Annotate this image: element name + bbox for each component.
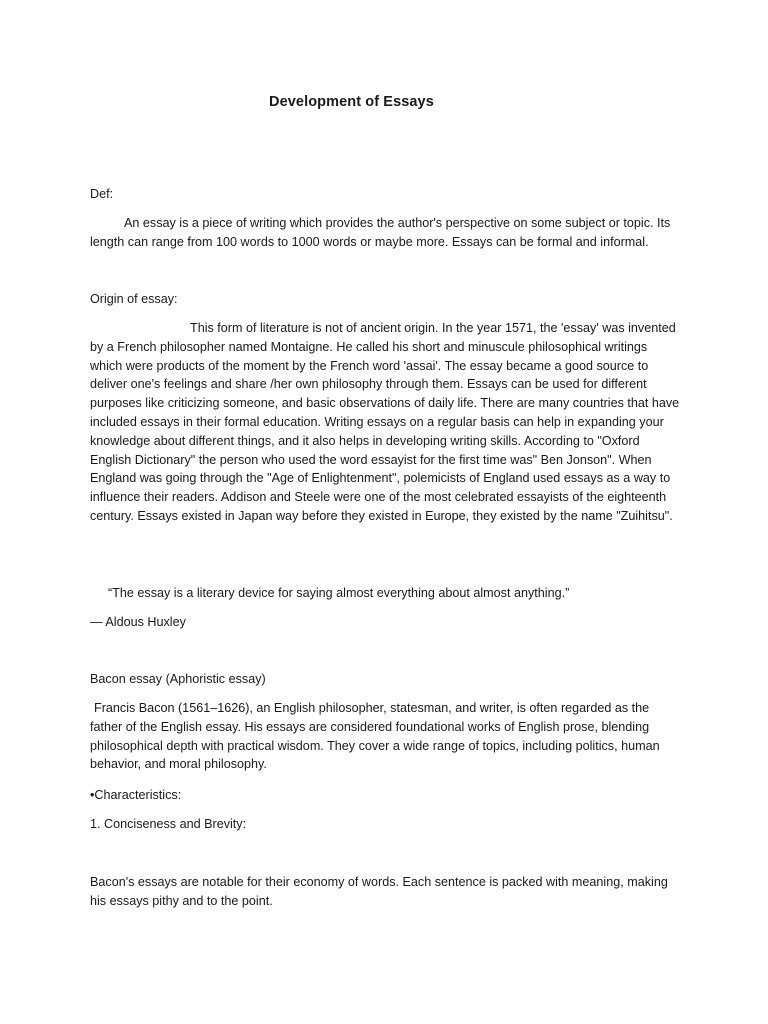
quote-text: “The essay is a literary device for saying almost everything about almost anything.” xyxy=(108,586,570,600)
item-1-paragraph: Bacon's essays are notable for their economy of words. Each sentence is packed with meaning, making his essays pithy and to the point. xyxy=(90,875,668,908)
bacon-paragraph: Francis Bacon (1561–1626), an English philosopher, statesman, and writer, is often regarded as the father of the English essay. His essays are considered foundational works of English prose, blending philosophical depth with practical wisdom. They cover a wide range of topics, including politics, human behavior, and moral philosophy. xyxy=(90,701,660,772)
characteristics-label: •Characteristics: xyxy=(90,788,182,802)
document-title: Development of Essays xyxy=(269,94,434,110)
origin-label: Origin of essay: xyxy=(90,292,178,306)
item-1-heading: 1. Conciseness and Brevity: xyxy=(90,817,247,831)
bacon-heading: Bacon essay (Aphoristic essay) xyxy=(90,672,266,686)
def-paragraph: An essay is a piece of writing which provides the author's perspective on some subject or topic. Its length can range from 100 words to 1000 words or maybe more. Essays can be formal and informal. xyxy=(90,216,671,249)
def-label: Def: xyxy=(90,187,114,201)
origin-paragraph: This form of literature is not of ancient origin. In the year 1571, the 'essay' was invented by a French philosopher named Montaigne. He called his short and minuscule philosophical writings which were products of the moment by the French word 'assai'. The essay became a good source to deliver one's feelings and share /her own philosophy through them. Essays can be used for different purposes like criticizing someone, and basic observations of daily life. There are many countries that have included essays in their formal education. Writing essays on a regular basis can help in expanding your knowledge about different things, and it also helps in developing writing skills. According to "Oxford English Dictionary" the person who used the word essayist for the first time was" Ben Jonson". When England was going through the "Age of Enlightenment", polemicists of England used essays as a way to influence their readers. Addison and Steele were one of the most celebrated essayists of the eighteenth century. Essays existed in Japan way before they existed in Europe, they existed by the name "Zuihitsu". xyxy=(90,321,680,523)
quote-author: — Aldous Huxley xyxy=(90,615,186,629)
